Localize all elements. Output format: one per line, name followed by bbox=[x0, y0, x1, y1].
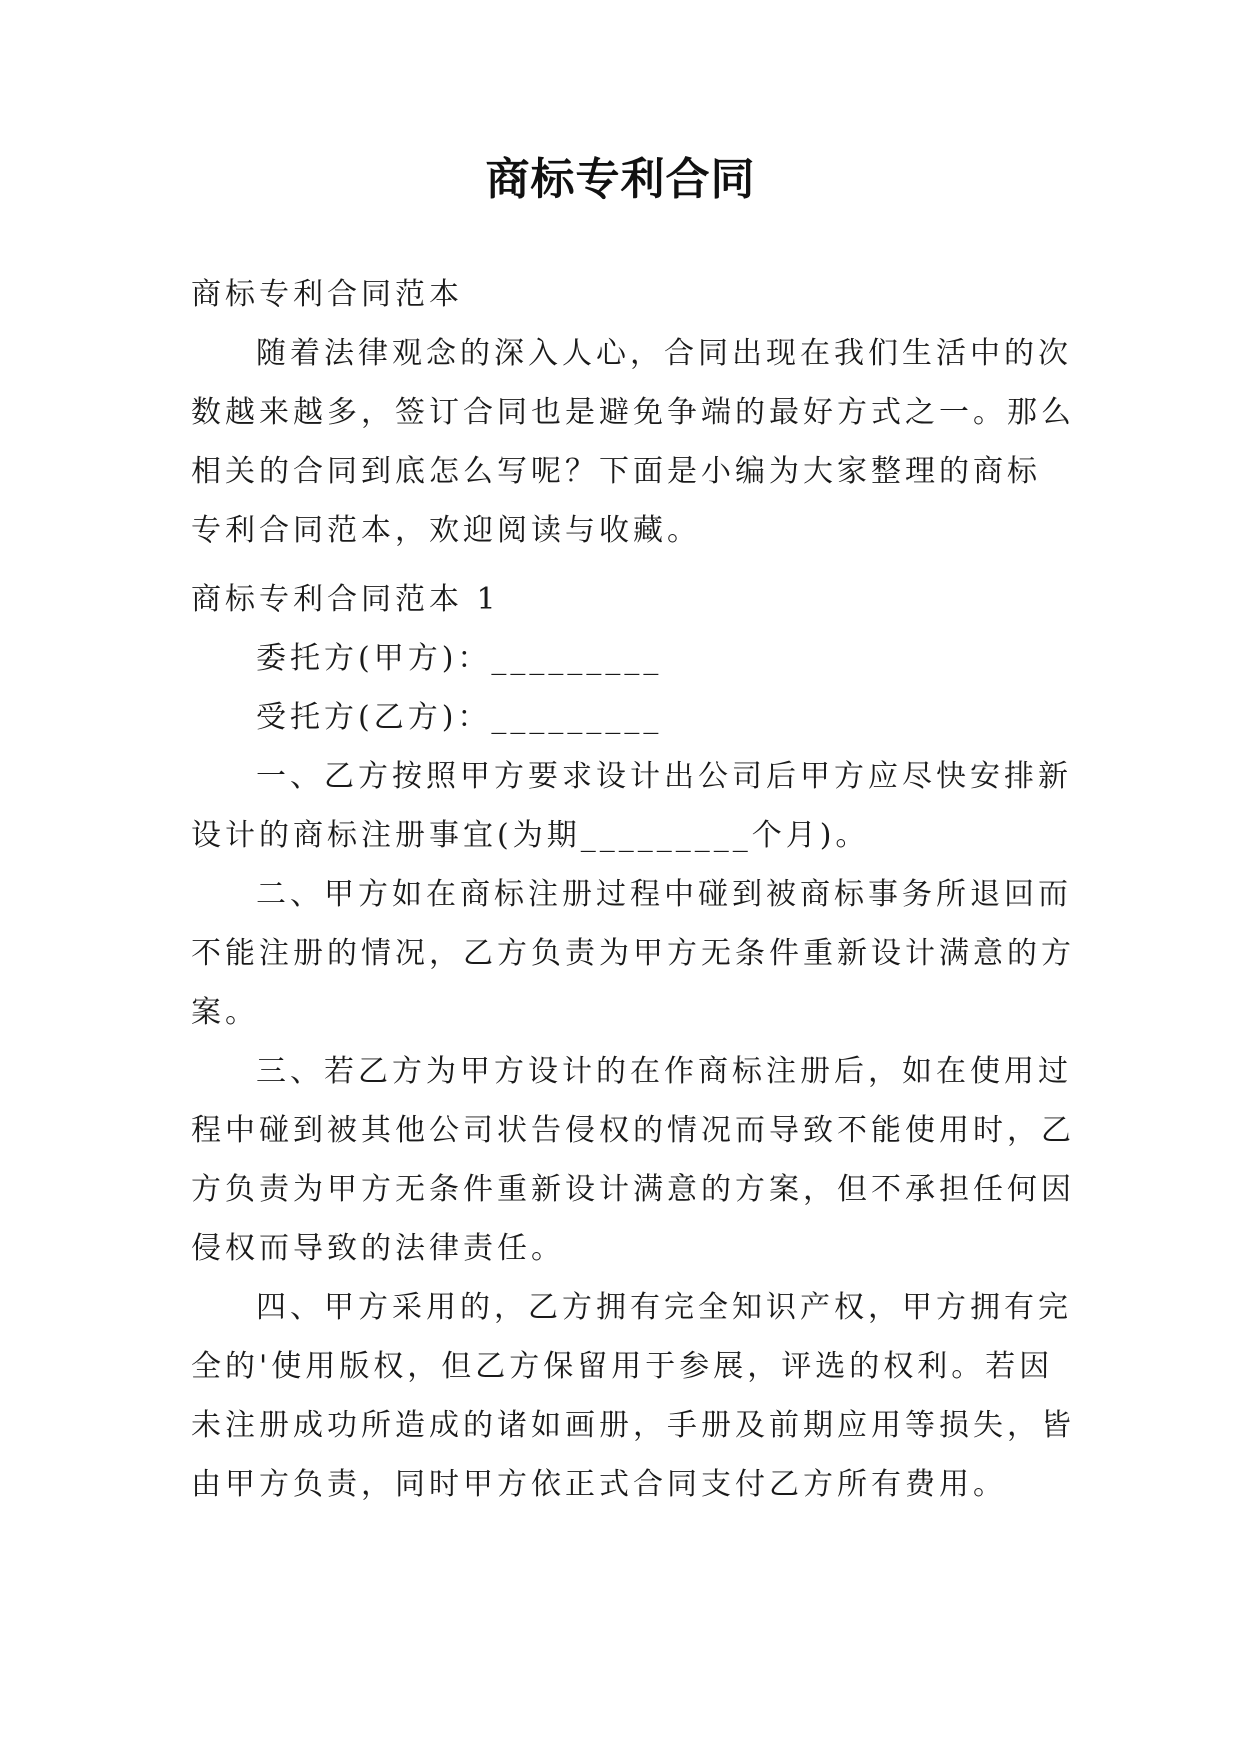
clause4-line: 四、甲方采用的，乙方拥有完全知识产权，甲方拥有完 bbox=[256, 1290, 1072, 1325]
intro-line: 相关的合同到底怎么写呢？下面是小编为大家整理的商标 bbox=[191, 454, 1041, 489]
clause3-line: 方负责为甲方无条件重新设计满意的方案，但不承担任何因 bbox=[191, 1172, 1075, 1207]
clause4-line: 未注册成功所造成的诸如画册，手册及前期应用等损失，皆 bbox=[191, 1408, 1075, 1443]
party-b-line: 受托方(乙方)：_________ bbox=[256, 700, 663, 735]
clause4-line: 由甲方负责，同时甲方依正式合同支付乙方所有费用。 bbox=[191, 1467, 1007, 1502]
clause3-line: 程中碰到被其他公司状告侵权的情况而导致不能使用时，乙 bbox=[191, 1113, 1075, 1148]
clause2-line: 二、甲方如在商标注册过程中碰到被商标事务所退回而 bbox=[256, 877, 1072, 912]
section1-block bbox=[191, 570, 1075, 1514]
intro-heading: 商标专利合同范本 bbox=[191, 277, 463, 312]
clause1-line: 设计的商标注册事宜(为期_________个月)。 bbox=[191, 818, 870, 853]
clause2-line: 案。 bbox=[191, 995, 259, 1030]
clause2-line: 不能注册的情况，乙方负责为甲方无条件重新设计满意的方 bbox=[191, 936, 1075, 971]
intro-block bbox=[191, 265, 1075, 560]
clause1-line: 一、乙方按照甲方要求设计出公司后甲方应尽快安排新 bbox=[256, 759, 1072, 794]
clause4-line: 全的'使用版权，但乙方保留用于参展，评选的权利。若因 bbox=[191, 1349, 1054, 1384]
document-title: 商标专利合同 bbox=[485, 154, 756, 205]
intro-line: 数越来越多，签订合同也是避免争端的最好方式之一。那么 bbox=[191, 395, 1075, 430]
section1-heading: 商标专利合同范本 1 bbox=[191, 582, 500, 617]
clause3-line: 三、若乙方为甲方设计的在作商标注册后，如在使用过 bbox=[256, 1054, 1072, 1089]
clause3-line: 侵权而导致的法律责任。 bbox=[191, 1231, 565, 1266]
intro-line: 随着法律观念的深入人心，合同出现在我们生活中的次 bbox=[256, 336, 1072, 371]
party-a-line: 委托方(甲方)：_________ bbox=[256, 641, 663, 676]
intro-line: 专利合同范本，欢迎阅读与收藏。 bbox=[191, 513, 701, 548]
